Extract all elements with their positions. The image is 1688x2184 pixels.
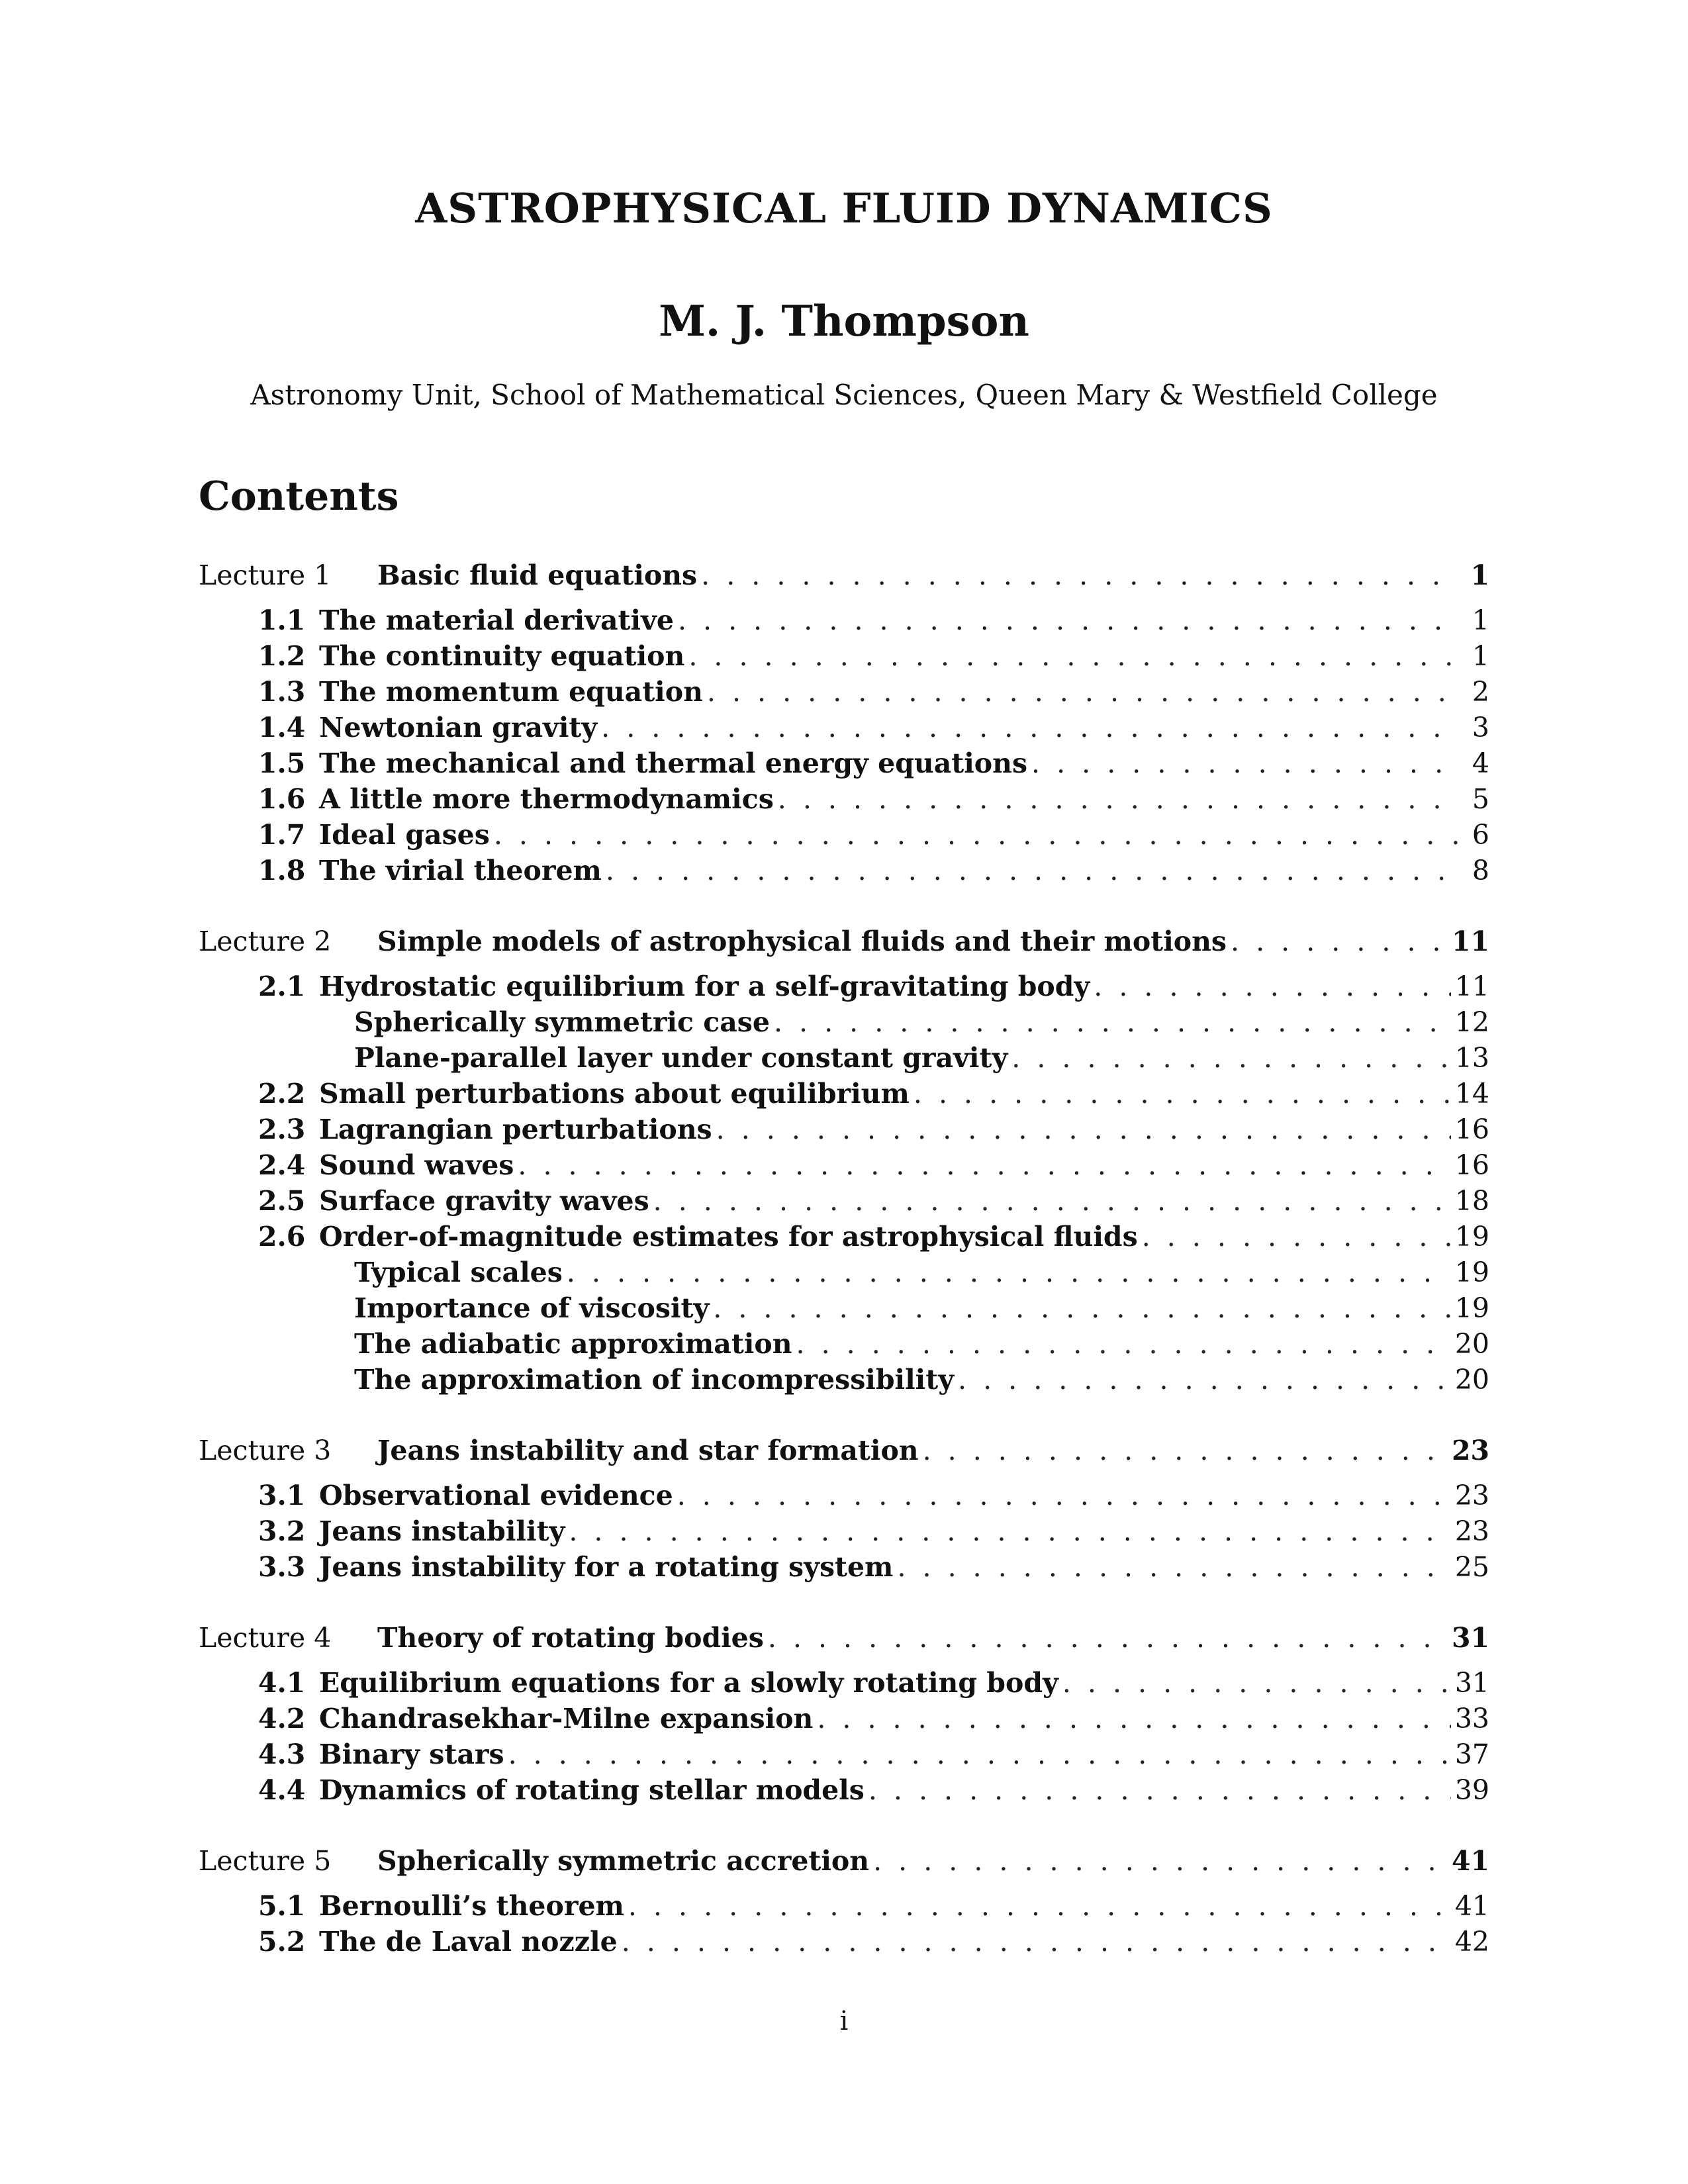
toc-entry-title: Newtonian gravity [319, 712, 598, 743]
toc-leader-dots [707, 676, 1459, 708]
toc-entry-number: Lecture 3 [199, 1435, 332, 1466]
toc-entry-page: 1 [1470, 559, 1489, 591]
toc-entry-title: The adiabatic approximation [354, 1328, 792, 1360]
toc-leader-dots [622, 1926, 1451, 1958]
toc-entry-number: 1.3 [258, 676, 306, 708]
toc-entry-subsection[interactable] [199, 1257, 1489, 1291]
toc-entry-number: 1.6 [258, 783, 306, 815]
toc-leader-dots [701, 559, 1459, 591]
toc-entry-page: 18 [1454, 1185, 1489, 1217]
toc-entry-page: 42 [1454, 1926, 1489, 1958]
toc-entry-page: 41 [1454, 1890, 1489, 1922]
toc-entry-title: Theory of rotating bodies [377, 1622, 764, 1654]
toc-entry-number: 1.4 [258, 712, 306, 743]
toc-leader-dots [653, 1185, 1451, 1217]
toc-entry-page: 23 [1454, 1480, 1489, 1511]
toc-leader-dots [508, 1738, 1451, 1770]
toc-entry-lecture[interactable] [199, 1435, 1489, 1469]
toc-entry-section[interactable] [199, 1703, 1489, 1737]
toc-leader-dots [778, 783, 1459, 815]
toc-entry-page: 19 [1454, 1221, 1489, 1253]
toc-entry-number: 2.3 [258, 1114, 306, 1145]
toc-entry-number: 2.1 [258, 971, 306, 1002]
toc-entry-title: Lagrangian perturbations [319, 1114, 712, 1145]
toc-entry-section[interactable] [199, 1149, 1489, 1184]
toc-leader-dots [494, 819, 1459, 851]
toc-entry-section[interactable] [199, 1551, 1489, 1586]
toc-entry-subsection[interactable] [199, 1006, 1489, 1041]
toc-entry-title: Jeans instability and star formation [377, 1435, 919, 1466]
toc-entry-section[interactable] [199, 783, 1489, 818]
toc-entry-page: 13 [1454, 1042, 1489, 1074]
toc-entry-number: 1.7 [258, 819, 306, 851]
toc-entry-page: 1 [1472, 604, 1489, 636]
toc-leader-dots [677, 1480, 1451, 1511]
toc-entry-title: The continuity equation [319, 640, 685, 672]
toc-leader-dots [569, 1515, 1450, 1547]
contents-heading: Contents [199, 473, 399, 520]
toc-entry-lecture[interactable] [199, 1845, 1489, 1879]
toc-leader-dots [774, 1006, 1451, 1038]
toc-leader-dots [873, 1845, 1448, 1877]
toc-entry-page: 41 [1451, 1845, 1489, 1877]
toc-entry-page: 19 [1454, 1292, 1489, 1324]
toc-leader-dots [1231, 926, 1448, 957]
toc-entry-title: Typical scales [354, 1257, 563, 1288]
toc-leader-dots [716, 1114, 1451, 1145]
toc-entry-number: Lecture 1 [199, 559, 332, 591]
toc-entry-page: 25 [1454, 1551, 1489, 1583]
toc-entry-page: 16 [1454, 1149, 1489, 1181]
toc-entry-section[interactable] [199, 1114, 1489, 1148]
toc-entry-title: Binary stars [319, 1738, 504, 1770]
toc-entry-number: 3.1 [258, 1480, 306, 1511]
toc-leader-dots [958, 1364, 1451, 1396]
toc-entry-title: Importance of viscosity [354, 1292, 710, 1324]
toc-entry-section[interactable] [199, 1667, 1489, 1701]
toc-entry-number: 3.3 [258, 1551, 306, 1583]
author-name: M. J. Thompson [659, 297, 1029, 346]
toc-entry-title: Surface gravity waves [319, 1185, 649, 1217]
toc-entry-number: Lecture 2 [199, 926, 332, 957]
toc-entry-title: Sound waves [319, 1149, 514, 1181]
toc-entry-page: 11 [1451, 926, 1489, 957]
toc-entry-title: Simple models of astrophysical fluids and their motions [377, 926, 1227, 957]
toc-leader-dots [868, 1774, 1451, 1806]
toc-entry-section[interactable] [199, 819, 1489, 853]
toc-entry-title: Basic fluid equations [377, 559, 698, 591]
toc-entry-section[interactable] [199, 855, 1489, 889]
toc-entry-number: 4.2 [258, 1703, 306, 1734]
toc-leader-dots [1142, 1221, 1451, 1253]
toc-entry-title: Bernoulli’s theorem [319, 1890, 624, 1922]
toc-leader-dots [606, 855, 1459, 886]
toc-leader-dots [897, 1551, 1450, 1583]
toc-entry-number: 2.6 [258, 1221, 306, 1253]
toc-entry-section[interactable] [199, 1221, 1489, 1255]
toc-entry-page: 8 [1472, 855, 1489, 886]
toc-entry-number: 1.5 [258, 747, 306, 779]
toc-entry-number: 5.2 [258, 1926, 306, 1958]
toc-entry-page: 23 [1451, 1435, 1489, 1466]
toc-entry-title: The mechanical and thermal energy equations [319, 747, 1028, 779]
toc-entry-title: Spherically symmetric case [354, 1006, 770, 1038]
toc-leader-dots [567, 1257, 1451, 1288]
toc-entry-subsection[interactable] [199, 1042, 1489, 1076]
toc-leader-dots [1094, 971, 1451, 1002]
toc-entry-subsection[interactable] [199, 1328, 1489, 1362]
toc-entry-page: 39 [1454, 1774, 1489, 1806]
toc-entry-page: 33 [1454, 1703, 1489, 1734]
toc-entry-page: 5 [1472, 783, 1489, 815]
toc-leader-dots [1031, 747, 1459, 779]
toc-leader-dots [628, 1890, 1451, 1922]
toc-entry-number: 4.3 [258, 1738, 306, 1770]
toc-entry-section[interactable] [199, 676, 1489, 710]
toc-leader-dots [518, 1149, 1450, 1181]
toc-entry-page: 11 [1454, 971, 1489, 1002]
toc-entry-section[interactable] [199, 1480, 1489, 1514]
toc-leader-dots [923, 1435, 1448, 1466]
toc-leader-dots [688, 640, 1459, 672]
toc-entry-title: The virial theorem [319, 855, 602, 886]
toc-entry-section[interactable] [199, 1738, 1489, 1773]
toc-entry-title: Dynamics of rotating stellar models [319, 1774, 865, 1806]
toc-entry-lecture[interactable] [199, 559, 1489, 594]
toc-entry-page: 31 [1451, 1622, 1489, 1654]
toc-entry-section[interactable] [199, 971, 1489, 1005]
toc-entry-number: 1.2 [258, 640, 306, 672]
toc-leader-dots [678, 604, 1459, 636]
toc-entry-title: Small perturbations about equilibrium [319, 1078, 910, 1110]
toc-entry-number: 5.1 [258, 1890, 306, 1922]
toc-entry-title: Order-of-magnitude estimates for astrophysical fluids [319, 1221, 1138, 1253]
toc-entry-page: 1 [1472, 640, 1489, 672]
toc-entry-number: 3.2 [258, 1515, 306, 1547]
toc-entry-title: Ideal gases [319, 819, 490, 851]
toc-entry-page: 19 [1454, 1257, 1489, 1288]
toc-entry-title: Plane-parallel layer under constant gravity [354, 1042, 1008, 1074]
toc-entry-subsection[interactable] [199, 1364, 1489, 1398]
toc-leader-dots [817, 1703, 1451, 1734]
toc-entry-title: Spherically symmetric accretion [377, 1845, 870, 1877]
toc-entry-title: The approximation of incompressibility [354, 1364, 955, 1396]
toc-entry-page: 37 [1454, 1738, 1489, 1770]
toc-entry-section[interactable] [199, 1926, 1489, 1960]
toc-entry-title: Observational evidence [319, 1480, 673, 1511]
toc-entry-section[interactable] [199, 640, 1489, 675]
page-number: i [839, 2006, 849, 2036]
document-title: ASTROPHYSICAL FLUID DYNAMICS [415, 184, 1273, 232]
toc-entry-page: 12 [1454, 1006, 1489, 1038]
toc-leader-dots [713, 1292, 1451, 1324]
toc-leader-dots [1011, 1042, 1451, 1074]
toc-entry-page: 3 [1472, 712, 1489, 743]
toc-entry-page: 31 [1454, 1667, 1489, 1699]
toc-leader-dots [601, 712, 1459, 743]
toc-entry-section[interactable] [199, 747, 1489, 782]
toc-entry-number: Lecture 4 [199, 1622, 332, 1654]
toc-entry-section[interactable] [199, 712, 1489, 746]
toc-entry-number: 1.1 [258, 604, 306, 636]
toc-entry-section[interactable] [199, 1890, 1489, 1924]
toc-entry-page: 6 [1472, 819, 1489, 851]
toc-entry-page: 20 [1454, 1364, 1489, 1396]
toc-entry-title: Jeans instability for a rotating system [319, 1551, 894, 1583]
toc-entry-title: The momentum equation [319, 676, 703, 708]
toc-entry-section[interactable] [199, 1774, 1489, 1809]
toc-leader-dots [1062, 1667, 1451, 1699]
toc-entry-number: Lecture 5 [199, 1845, 332, 1877]
toc-leader-dots [768, 1622, 1448, 1654]
toc-entry-title: A little more thermodynamics [319, 783, 774, 815]
toc-leader-dots [914, 1078, 1451, 1110]
toc-entry-title: The de Laval nozzle [319, 1926, 618, 1958]
toc-entry-number: 4.4 [258, 1774, 306, 1806]
toc-entry-page: 2 [1472, 676, 1489, 708]
toc-entry-title: Chandrasekhar-Milne expansion [319, 1703, 814, 1734]
toc-entry-page: 20 [1454, 1328, 1489, 1360]
toc-entry-number: 2.5 [258, 1185, 306, 1217]
toc-entry-number: 1.8 [258, 855, 306, 886]
toc-entry-section[interactable] [199, 604, 1489, 639]
toc-entry-section[interactable] [199, 1515, 1489, 1550]
toc-entry-lecture[interactable] [199, 1622, 1489, 1656]
author-affiliation: Astronomy Unit, School of Mathematical Sciences, Queen Mary & Westfield College [250, 379, 1438, 411]
toc-entry-section[interactable] [199, 1185, 1489, 1219]
toc-entry-section[interactable] [199, 1078, 1489, 1112]
toc-entry-title: Jeans instability [319, 1515, 565, 1547]
toc-entry-number: 2.4 [258, 1149, 306, 1181]
toc-entry-subsection[interactable] [199, 1292, 1489, 1327]
toc-entry-title: The material derivative [319, 604, 674, 636]
toc-entry-page: 16 [1454, 1114, 1489, 1145]
toc-entry-title: Hydrostatic equilibrium for a self-gravitating body [319, 971, 1090, 1002]
toc-entry-title: Equilibrium equations for a slowly rotating body [319, 1667, 1058, 1699]
toc-entry-page: 4 [1472, 747, 1489, 779]
toc-entry-page: 23 [1454, 1515, 1489, 1547]
toc-entry-number: 4.1 [258, 1667, 306, 1699]
toc-entry-lecture[interactable] [199, 926, 1489, 960]
toc-leader-dots [796, 1328, 1451, 1360]
toc-entry-number: 2.2 [258, 1078, 306, 1110]
toc-entry-page: 14 [1454, 1078, 1489, 1110]
